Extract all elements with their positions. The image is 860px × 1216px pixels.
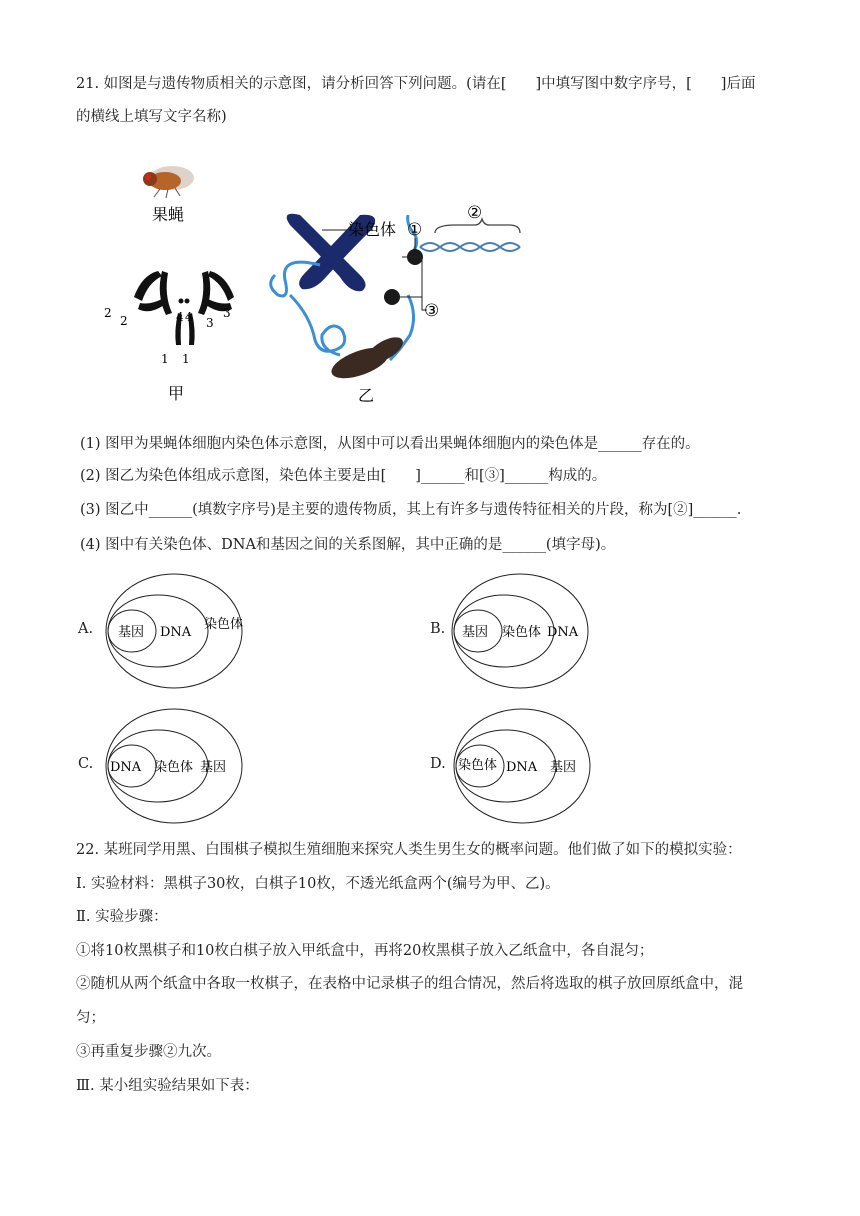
marker-2: ② <box>467 203 483 223</box>
q22-results: Ⅲ. 某小组实验结果如下表： <box>76 1078 259 1094</box>
marker-1: ① <box>407 220 423 240</box>
chromatin-fiber <box>328 332 407 384</box>
svg-text:DNA: DNA <box>506 760 538 775</box>
karyo-num: 3 <box>206 316 214 330</box>
option-a-letter: A. <box>78 621 94 637</box>
karyo-num: 2 <box>120 314 128 328</box>
q22-step1: ①将10枚黑棋子和10枚白棋子放入甲纸盒中，再将20枚黑棋子放入乙纸盒中，各自混匀； <box>76 943 654 959</box>
karyo-num: 2 <box>104 306 112 320</box>
karyo-num: 1 <box>182 352 190 366</box>
svg-text:基因: 基因 <box>200 760 227 775</box>
genetics-diagram <box>90 145 530 410</box>
svg-text:基因: 基因 <box>550 760 577 775</box>
option-b-venn <box>450 572 590 690</box>
svg-text:染色体: 染色体 <box>154 760 194 775</box>
q21-sub1: (1) 图甲为果蝇体细胞内染色体示意图，从图中可以看出果蝇体细胞内的染色体是______存在的。 <box>80 436 700 452</box>
svg-text:DNA: DNA <box>547 625 579 640</box>
karyo-num: 1 <box>161 352 169 366</box>
q22-step3: ③再重复步骤②九次。 <box>76 1044 221 1060</box>
q22-step2-line1: ②随机从两个纸盒中各取一枚棋子，在表格中记录棋子的组合情况，然后将选取的棋子放回原纸盒中，混 <box>76 976 743 992</box>
q22-materials: Ⅰ. 实验材料：黑棋子30枚，白棋子10枚，不透光纸盒两个(编号为甲、乙)。 <box>76 876 560 892</box>
karyo-num: 3 <box>223 306 231 320</box>
svg-text:DNA: DNA <box>110 760 142 775</box>
svg-text:DNA: DNA <box>160 625 192 640</box>
marker-3: ③ <box>424 301 440 321</box>
option-c-venn <box>104 707 244 825</box>
svg-text:染色体: 染色体 <box>458 758 498 773</box>
yi-label: 乙 <box>358 386 375 405</box>
svg-text:基因: 基因 <box>118 625 145 640</box>
q21-sub3: (3) 图乙中______(填数字序号)是主要的遗传物质，其上有许多与遗传特征相关的片段，称为[②]______. <box>80 502 742 518</box>
double-helix <box>420 243 520 251</box>
q21-figure <box>90 145 530 410</box>
karyotype-diagram <box>134 271 234 345</box>
chromosome-label: 染色体 <box>348 220 397 239</box>
q21-sub4: (4) 图中有关染色体、DNA和基因之间的关系图解，其中正确的是______(填字母)。 <box>80 537 616 553</box>
svg-text:染色体: 染色体 <box>502 625 542 640</box>
option-b-letter: B. <box>430 621 446 637</box>
karyo-num: 4 <box>185 310 193 324</box>
q22-stem: 22. 某班同学用黑、白围棋子模拟生殖细胞来探究人类生男生女的概率问题。他们做了如下的模拟实验： <box>76 842 742 858</box>
q22-steps-title: Ⅱ. 实验步骤： <box>76 909 168 925</box>
svg-text:基因: 基因 <box>462 625 489 640</box>
option-d-venn <box>452 707 592 825</box>
option-d-letter: D. <box>430 756 446 772</box>
protein-bead-2 <box>384 289 400 305</box>
fruit-fly-image <box>143 166 194 198</box>
q21-sub2: (2) 图乙为染色体组成示意图，染色体主要是由[ ]______和[③]______构成的。 <box>80 468 607 484</box>
karyo-num: 4 <box>176 310 184 324</box>
fly-label: 果蝇 <box>152 205 185 224</box>
q21-stem-line1: 21. 如图是与遗传物质相关的示意图，请分析回答下列问题。(请在[ ]中填写图中数字序号，[ ]后面 <box>76 76 756 92</box>
q22-step2-line2: 匀； <box>76 1010 105 1026</box>
jia-label: 甲 <box>168 384 185 403</box>
svg-text:染色体: 染色体 <box>204 617 244 632</box>
q21-stem-line2: 的横线上填写文字名称) <box>76 109 227 125</box>
option-c-letter: C. <box>78 756 94 772</box>
option-a-venn <box>104 572 244 690</box>
